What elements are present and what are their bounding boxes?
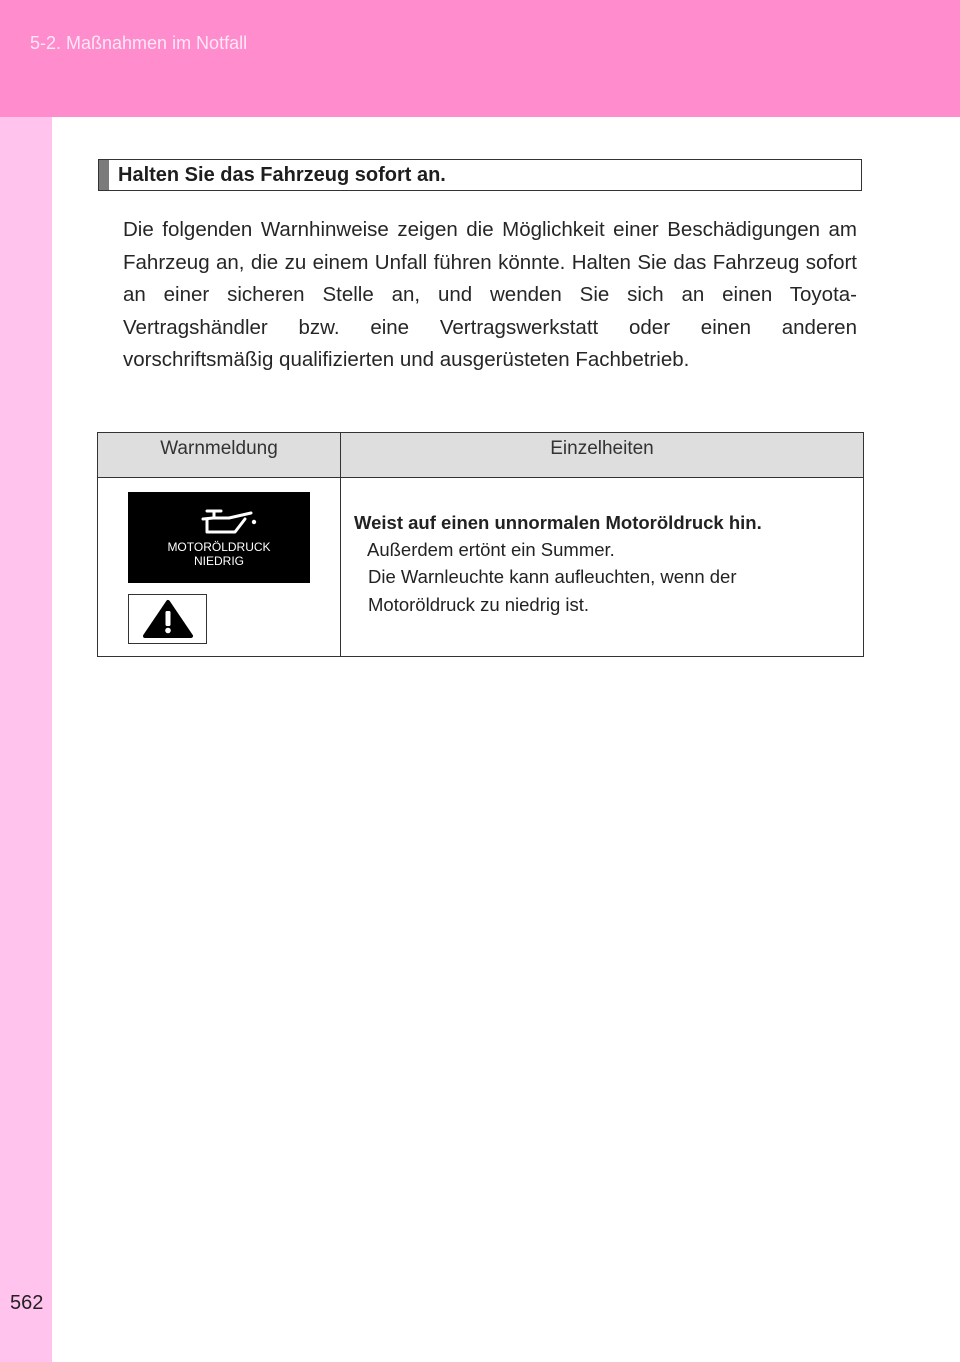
warning-details-cell bbox=[341, 478, 864, 657]
warning-table bbox=[97, 432, 864, 657]
heading-box bbox=[98, 159, 862, 191]
side-band bbox=[0, 117, 52, 1362]
lcd-display bbox=[128, 492, 310, 583]
header-band bbox=[0, 0, 960, 117]
page-number: 562 bbox=[10, 1292, 44, 1314]
oil-can-icon bbox=[199, 507, 259, 537]
warning-icon-box bbox=[128, 594, 207, 644]
table-row bbox=[98, 478, 864, 657]
warning-visual-cell bbox=[98, 478, 341, 657]
heading: Halten Sie das Fahrzeug sofort an. bbox=[118, 164, 446, 186]
section-title: 5-2. Maßnahmen im Notfall bbox=[30, 33, 248, 53]
column-header-einzelheiten: Einzelheiten bbox=[341, 433, 864, 478]
heading-accent-bar bbox=[99, 160, 109, 190]
lcd-line-1: MOTORÖLDRUCK bbox=[167, 540, 271, 554]
warning-triangle-icon bbox=[142, 599, 194, 639]
detail-line: Die Warnleuchte kann aufleuchten, wenn der bbox=[368, 566, 737, 587]
lcd-text bbox=[128, 540, 310, 568]
body-paragraph: Die folgenden Warnhinweise zeigen die Möglichkeit einer Beschädigungen am Fahrzeug an, die zu einem Unfall führen könnte. Halten Sie das Fahrzeug sofort an einer sicheren Stelle an, und wenden Sie sich an einen Toyota-Vertragshändler bzw. eine Vertragswerkstatt oder einen anderen vorschriftsmäßig qualifizierten und ausgerüsteten Fachbetrieb. bbox=[123, 218, 857, 371]
column-header-warnmeldung: Warnmeldung bbox=[98, 433, 341, 478]
detail-line: Außerdem ertönt ein Summer. bbox=[367, 539, 615, 560]
detail-title: Weist auf einen unnormalen Motoröldruck hin. bbox=[354, 512, 762, 533]
table-header-row bbox=[98, 433, 864, 478]
detail-line: Motoröldruck zu niedrig ist. bbox=[368, 594, 590, 615]
lcd-line-2: NIEDRIG bbox=[193, 554, 244, 568]
